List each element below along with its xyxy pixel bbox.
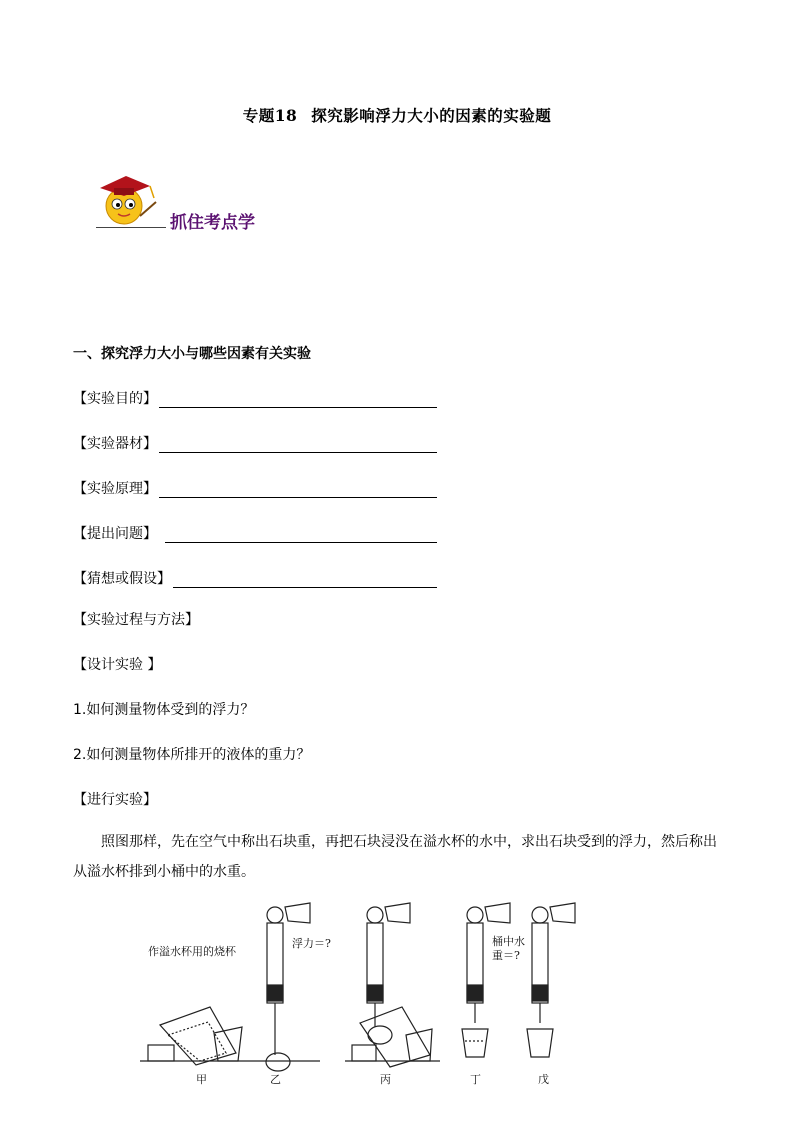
blank-line — [159, 483, 437, 498]
design-heading: 【设计实验 】 — [73, 657, 162, 673]
process-heading: 【实验过程与方法】 — [73, 612, 199, 628]
label-bucket-2: 重＝? — [492, 949, 520, 962]
field-hypothesis — [73, 568, 437, 588]
conduct-heading: 【进行实验】 — [73, 792, 157, 808]
title-prefix: 专题18 — [242, 106, 298, 125]
field-label: 【猜想或假设】 — [73, 571, 171, 587]
blank-line — [173, 573, 437, 588]
label-buoyancy: 浮力＝? — [292, 937, 331, 950]
question-1: 1.如何测量物体受到的浮力？ — [73, 702, 255, 718]
panel-label-jia: 甲 — [196, 1073, 207, 1086]
blank-line — [159, 438, 437, 453]
field-principle — [73, 478, 437, 498]
experiment-figure — [140, 895, 610, 1100]
title-text: 探究影响浮力大小的因素的实验题 — [311, 106, 552, 125]
label-bucket-1: 桶中水 — [492, 935, 525, 948]
brand-label: 抓住考点学 — [170, 213, 255, 233]
page-title — [0, 104, 794, 126]
paragraph-line-2: 从溢水杯排到小桶中的水重。 — [73, 864, 255, 880]
panel-label-yi: 乙 — [270, 1073, 281, 1086]
field-label: 【实验原理】 — [73, 481, 157, 497]
question-2: 2.如何测量物体所排开的液体的重力？ — [73, 747, 311, 763]
field-label: 【实验器材】 — [73, 436, 157, 452]
blank-line — [165, 528, 437, 543]
section-heading: 一、探究浮力大小与哪些因素有关实验 — [73, 346, 311, 362]
field-equipment — [73, 433, 437, 453]
brand-underline — [96, 227, 166, 228]
paragraph-line-1: 照图那样，先在空气中称出石块重，再把石块浸没在溢水杯的水中，求出石块受到的浮力，然后称出 — [101, 834, 717, 850]
panel-label-bing: 丙 — [380, 1073, 391, 1086]
field-label: 【实验目的】 — [73, 391, 157, 407]
blank-line — [159, 393, 437, 408]
caption-cup: 作溢水杯用的烧杯 — [148, 945, 236, 958]
field-purpose — [73, 388, 437, 408]
field-question — [73, 523, 437, 543]
panel-label-wu: 戊 — [538, 1073, 549, 1086]
panel-label-ding: 丁 — [470, 1073, 481, 1086]
field-label: 【提出问题】 — [73, 526, 157, 542]
mascot-logo — [90, 168, 172, 232]
